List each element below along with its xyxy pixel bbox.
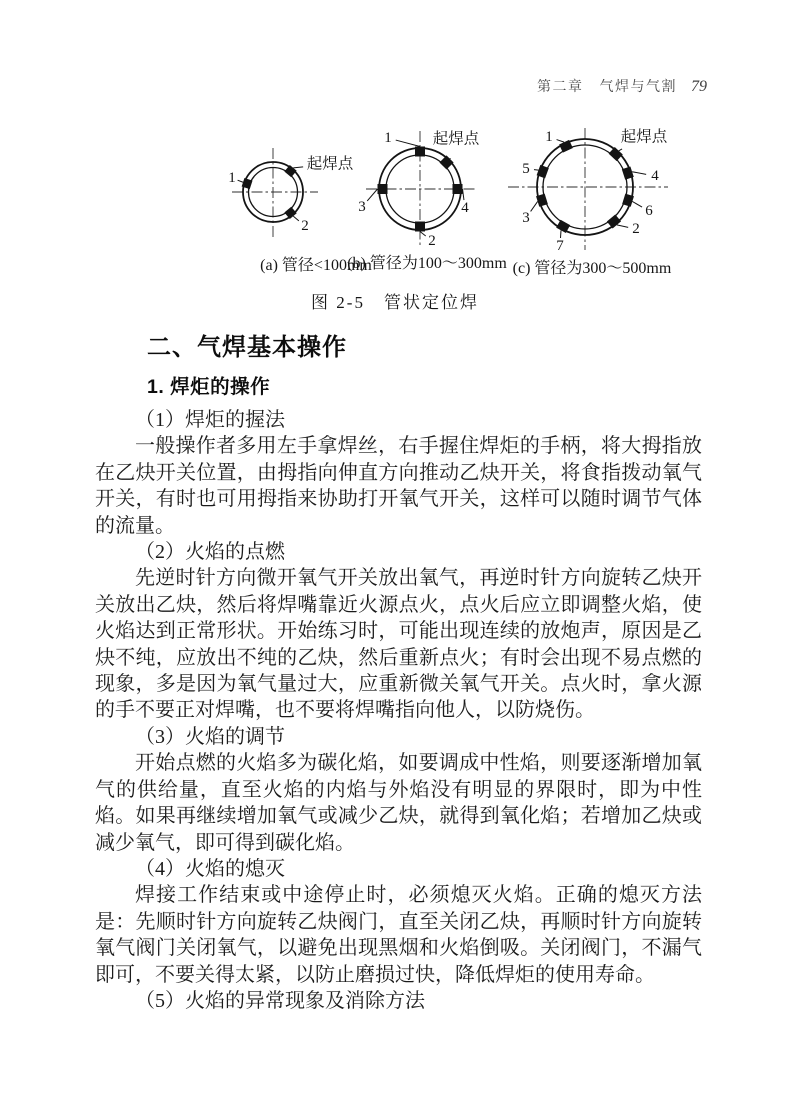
page-number: 79 (691, 78, 707, 95)
label-leader-line (632, 172, 646, 175)
tack-number-label: 7 (556, 238, 564, 254)
figure-caption: 图 2-5 管状定位焊 (311, 293, 479, 312)
tack-weld-mark (284, 165, 296, 177)
start-weld-point-label: 起焊点 (432, 130, 480, 148)
paragraph-heading: （4）火焰的熄灭 (135, 857, 285, 880)
label-leader-line (396, 140, 420, 146)
tack-weld-mark (607, 214, 621, 228)
tack-weld-mark (378, 184, 388, 194)
running-head (537, 76, 707, 96)
pipe-diagram-b (358, 130, 479, 250)
tack-weld-mark (439, 155, 453, 169)
running-head-title: 气焊与气割 (599, 78, 677, 94)
tack-number-label: 1 (384, 130, 392, 146)
tack-number-label: 2 (632, 221, 640, 237)
label-leader-line (238, 180, 243, 182)
tack-number-label: 6 (645, 203, 653, 219)
paragraph-text: 一般操作者多用左手拿焊丝，右手握住焊炬的手柄，将大拇指放在乙炔开关位置，由拇指向伸直方向推动乙炔开关，将食指拨动氧气开关，有时也可用拇指来协助打开氧气开关，这样可以随时调节气体的流量。 (95, 435, 702, 537)
paragraph-heading: （1）焊炬的握法 (135, 409, 285, 431)
tack-number-label: 3 (358, 199, 366, 215)
tack-number-label: 1 (545, 129, 553, 145)
label-leader-line (531, 201, 538, 211)
tack-weld-mark (415, 147, 425, 157)
label-leader-line (293, 167, 303, 168)
label-leader-line (463, 189, 464, 200)
pipe-diagram-a (228, 148, 353, 240)
section-subtitle: 1. 焊炬的操作 (147, 376, 271, 398)
tack-number-label: 2 (301, 218, 309, 234)
label-leader-line (557, 140, 565, 143)
paragraph-heading: （5）火焰的异常现象及消除方法 (135, 989, 425, 1012)
tack-weld-mark (415, 222, 425, 232)
tack-number-label: 4 (461, 200, 469, 216)
tack-number-label: 3 (522, 210, 530, 226)
paragraph-text: 先逆时针方向微开氧气开关放出氧气，再逆时针方向旋转乙炔开关放出乙炔，然后将焊嘴靠近火源点火，点火后应立即调整火焰，使火焰达到正常形状。开始练习时，可能出现连续的放炮声，原因是乙炔不纯，应放出不纯的乙炔，然后重新点火；有时会出现不易点燃的现象，多是因为氧气量过大，应重新微关氧气开关。点火时，拿火源的手不要正对焊嘴，也不要将焊嘴指向他人，以防烧伤。 (95, 567, 702, 722)
body-text (95, 407, 702, 1014)
paragraph-text: 开始点燃的火焰多为碳化焰，如要调成中性焰，则要逐渐增加氧气的供给量，直至火焰的内焰与外焰没有明显的界限时，即为中性焰。如果再继续增加氧气或减少乙炔，就得到氧化焰；若增加乙炔或减少氧气，即可得到碳化焰。 (95, 752, 702, 854)
tack-number-label: 4 (651, 168, 659, 184)
tack-number-label: 5 (522, 161, 530, 177)
diagram-caption-b: (b) 管径为100～300mm (347, 255, 507, 272)
paragraph-heading: （3）火焰的调节 (135, 725, 285, 748)
section-title: 二、气焊基本操作 (147, 334, 347, 361)
label-leader-line (420, 232, 426, 237)
label-leader-line (367, 189, 377, 201)
paragraph-heading: （2）火焰的点燃 (135, 541, 285, 564)
tack-number-label: 1 (228, 170, 236, 186)
label-leader-line (632, 201, 642, 207)
paragraph-text: 焊接工作结束或中途停止时，必须熄灭火焰。正确的熄灭方法是：先顺时针方向旋转乙炔阀门，直至关闭乙炔，再顺时针方向旋转氧气阀门关闭氧气，以避免出现黑烟和火焰倒吸。关闭阀门，不漏气即可，不要关得太紧，以防止磨损过快，降低焊炬的使用寿命。 (95, 884, 702, 986)
label-leader-line (617, 225, 628, 227)
tack-weld-mark (609, 147, 623, 161)
diagram-caption-c: (c) 管径为300～500mm (512, 260, 672, 277)
pipe-diagram-c (508, 128, 668, 255)
label-leader-line (293, 216, 299, 221)
tack-weld-mark (453, 184, 463, 194)
tack-number-label: 2 (428, 233, 436, 249)
running-head-chapter: 第二章 (537, 78, 584, 94)
label-leader-line (619, 149, 622, 151)
diagram-caption-a: (a) 管径<100mm (260, 257, 372, 274)
start-weld-point-label: 起焊点 (620, 128, 668, 146)
start-weld-point-label: 起焊点 (306, 155, 354, 173)
